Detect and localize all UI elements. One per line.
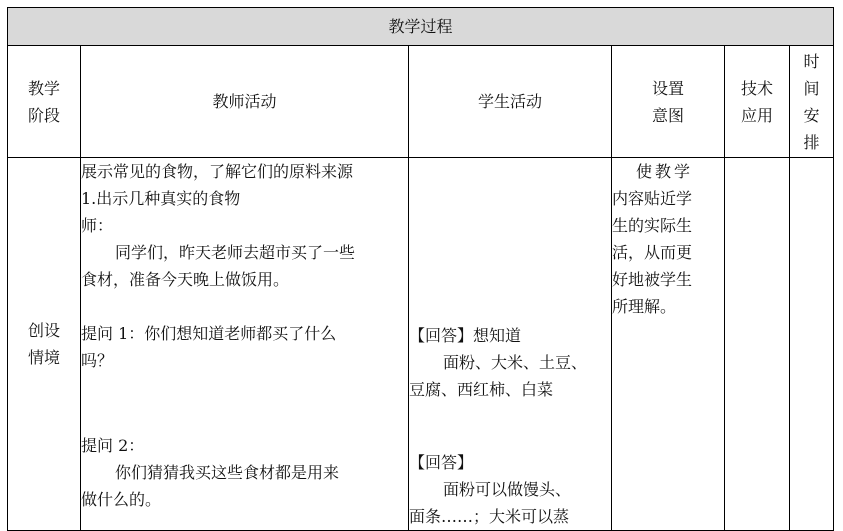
student-line: 【回答】想知道 [409, 326, 522, 345]
teacher-line: 提问 1：你们想知道老师都买了什么 [81, 324, 337, 343]
header-time [790, 46, 834, 158]
teacher-line: 展示常见的食物，了解它们的原料来源 [81, 162, 354, 181]
header-stage-line2: 阶段 [27, 105, 60, 125]
header-tech-line1: 技术 [740, 78, 773, 98]
header-teacher: 教师活动 [81, 46, 409, 158]
intent-line: 好地被学生 [612, 270, 693, 289]
header-time-line3: 安 [803, 105, 820, 125]
header-time-line1: 时 [803, 51, 820, 71]
stage-cell [8, 158, 81, 531]
student-line: 面条……；大米可以蒸 [409, 507, 570, 526]
header-intent-line2: 意图 [651, 105, 684, 125]
teacher-line: 提问 2： [81, 436, 145, 455]
teacher-line: 做什么的。 [81, 490, 162, 509]
teacher-line: 你们猜猜我买这些食材都是用来 [115, 463, 340, 482]
teacher-activity-cell [81, 158, 409, 531]
intent-line: 所理解。 [612, 297, 677, 316]
student-line: 面粉、大米、土豆、 [443, 353, 588, 372]
stage-line1: 创设 [27, 321, 60, 340]
header-intent [612, 46, 725, 158]
teacher-line: 师： [81, 216, 114, 235]
header-intent-line1: 设置 [651, 78, 684, 98]
student-line: 豆腐、西红柿、白菜 [409, 380, 554, 399]
time-cell [790, 158, 834, 531]
teacher-line: 1.出示几种真实的食物 [81, 189, 241, 208]
intent-line: 内容贴近学 [612, 189, 693, 208]
header-student: 学生活动 [409, 46, 612, 158]
header-time-line2: 间 [803, 78, 820, 98]
teacher-line: 同学们，昨天老师去超市买了一些 [115, 243, 356, 262]
stage-line2: 情境 [27, 348, 60, 367]
tech-cell [725, 158, 790, 531]
student-line: 【回答】 [409, 453, 474, 472]
student-line: 面粉可以做馒头、 [443, 480, 572, 499]
intent-cell [612, 158, 725, 531]
intent-line: 活，从而更 [612, 243, 693, 262]
student-activity-cell [409, 158, 612, 531]
intent-line: 使教学 [636, 162, 694, 181]
header-stage [8, 46, 81, 158]
intent-line: 生的实际生 [612, 216, 693, 235]
header-tech [725, 46, 790, 158]
teaching-process-table [7, 7, 834, 531]
header-tech-line2: 应用 [740, 105, 773, 125]
header-stage-line1: 教学 [27, 78, 60, 98]
header-time-line4: 排 [803, 132, 820, 152]
table-title: 教学过程 [8, 8, 834, 46]
teacher-line: 吗？ [81, 351, 114, 370]
teacher-line: 食材，准备今天晚上做饭用。 [81, 270, 290, 289]
